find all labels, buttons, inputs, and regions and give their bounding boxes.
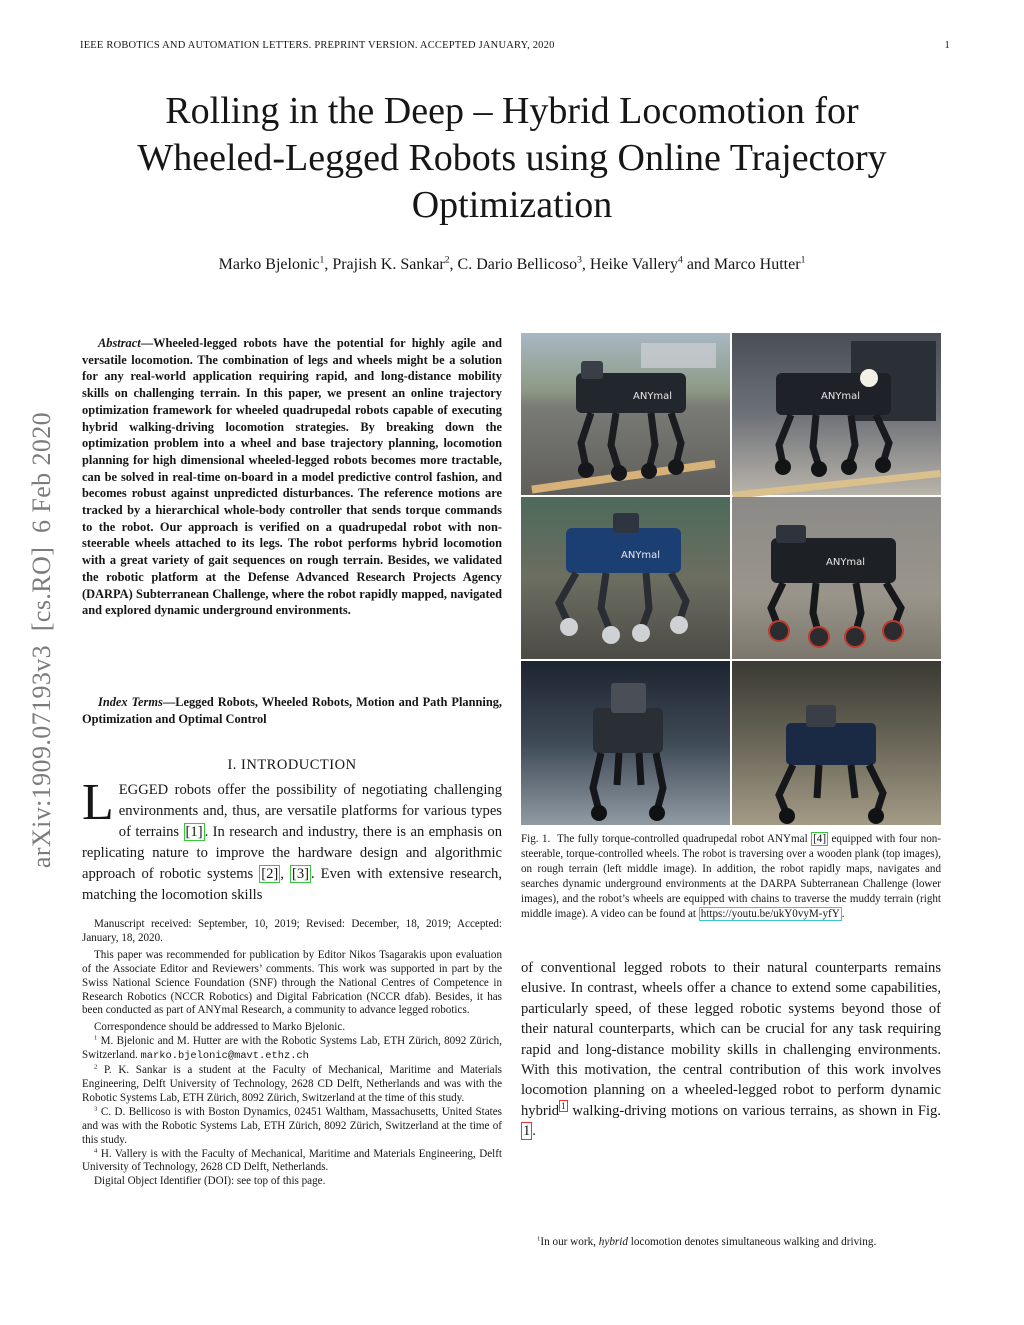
- arxiv-stamp: [20, 360, 64, 920]
- journal-name: IEEE ROBOTICS AND AUTOMATION LETTERS. PREPRINT VERSION. ACCEPTED JANUARY, 2020: [80, 40, 555, 51]
- index-terms-label: Index Terms: [98, 695, 163, 709]
- author-name: Prajish K. Sankar: [332, 256, 445, 273]
- footnote-text: locomotion denotes simultaneous walking and driving.: [628, 1236, 877, 1248]
- paper-title: [60, 88, 964, 229]
- affiliation-mark: 4: [678, 254, 683, 266]
- footnote-text: In our work,: [540, 1236, 599, 1248]
- author-name: C. Dario Bellicoso: [457, 256, 578, 273]
- right-footnote: [521, 1236, 941, 1248]
- section-heading: I. INTRODUCTION: [227, 757, 357, 773]
- citation-link[interactable]: [2]: [261, 866, 279, 883]
- footnote-affiliation-4: [82, 1148, 502, 1176]
- footnote-text: P. K. Sankar is a student at the Faculty of Mechanical, Maritime and Materials Engineering, Delft University of Technology, 2628 CD Delft, Netherlands and was with the Robotic Systems Lab, ETH Zürich, 8092 Zürich, Switzerland at the time of this study.: [82, 1064, 502, 1104]
- footnote-link[interactable]: 1: [561, 1100, 566, 1111]
- photo-muddy-underground: [732, 661, 941, 825]
- footnotes: [82, 918, 502, 1189]
- footnote-text: H. Vallery is with the Faculty of Mechanical, Maritime and Materials Engineering, Delft University of Technology, 2628 CD Delft, Netherlands.: [82, 1147, 502, 1174]
- intro-text: ,: [280, 866, 290, 883]
- author-name: Marko Bjelonic: [218, 256, 320, 273]
- robot-logo-text: ANYmal: [621, 550, 661, 561]
- robot-logo-text: ANYmal: [821, 391, 861, 402]
- index-terms-text: —Legged Robots, Wheeled Robots, Motion and Path Planning, Optimization and Optimal Control: [82, 695, 502, 726]
- affiliation-mark: 1: [319, 254, 325, 266]
- abstract-text: —Wheeled-legged robots have the potential for highly agile and versatile locomotion. The combination of legs and wheels might be a solution for any real-world application requiring rapid, and long-distance mobility skills on challenging terrain. In this paper, we present an online trajectory optimization framework for wheeled quadrupedal robots capable of executing hybrid walking-driving locomotion strategies. By breaking down the optimization problem into a wheel and base trajectory planning, locomotion planning for high dimensional wheeled-legged robots becomes more tractable, can be solved in real-time on-board in a model predictive control fashion, and becomes robust against unpredicted disturbances. The reference motions are tracked by a hierarchical whole-body controller that sends torque commands to the robot. Our approach is verified on a quadrupedal robot with non-steerable wheels attached to its legs. The robot performs hybrid locomotion with a great variety of gait sequences on rough terrain. Besides, we validated the robotic platform at the Defense Advanced Research Projects Agency (DARPA) Subterranean Challenge, where the robot rapidly mapped, navigated and explored dynamic underground environments.: [82, 336, 502, 618]
- citation-link[interactable]: [3]: [291, 866, 309, 883]
- footnote-affiliation-3: [82, 1106, 502, 1148]
- robot-logo-text: ANYmal: [826, 557, 866, 568]
- author-name: Heike Vallery: [589, 256, 679, 273]
- footnote-correspondence: Correspondence should be addressed to Marko Bjelonic.: [94, 1021, 346, 1034]
- author-name: Marco Hutter: [713, 256, 801, 273]
- footnote-doi: Digital Object Identifier (DOI): see top of this page.: [94, 1175, 326, 1188]
- drop-cap: L: [82, 774, 114, 831]
- figure-1: [521, 333, 941, 825]
- affiliation-mark: 1: [800, 254, 806, 266]
- footnote-mark: 4: [94, 1146, 98, 1154]
- caption-text: equipped with four non-steerable, torque-controlled wheels. The robot is traversing over a wooden plank (top images), on rough terrain (left middle image). In addition, the robot rapidly maps, navigates and searches dynamic underground environments at the DARPA Subterranean Challenge (lower images), and the robot’s wheels are equipped with chains to traverse the muddy terrain (right middle image). A video can be found at: [521, 833, 941, 921]
- title-line-3: Optimization: [411, 184, 613, 226]
- footnote-mark: 3: [94, 1105, 98, 1113]
- intro-text: EGGED robots offer the possibility of negotiating challenging environments and, thus, are versatile platforms for various types of terrains: [118, 782, 502, 841]
- footnote-text: C. D. Bellicoso is with Boston Dynamics, 02451 Waltham, Massachusetts, United States and was with the Robotic Systems Lab, ETH Zürich, 8092 Zürich, Switzerland at the time of this study.: [82, 1105, 502, 1146]
- photo-chained-wheels: [732, 497, 941, 659]
- photo-underground-tunnel: [521, 661, 730, 825]
- arxiv-id: arXiv:1909.07193v3 [cs.RO] 6 Feb 2020: [27, 411, 56, 869]
- photo-plank-indoor: [732, 333, 941, 499]
- page-number: 1: [944, 40, 950, 51]
- footnote-emphasis: hybrid: [598, 1236, 628, 1248]
- citation-link[interactable]: [4]: [813, 833, 827, 845]
- photo-plank-outdoor: [521, 333, 730, 495]
- intro-text: . In research and industry, there is an emphasis on replicating nature to improve the hardware design and algorithmic approach of robotic systems: [82, 824, 503, 883]
- separator: ,: [324, 256, 333, 273]
- right-column-paragraph: [521, 958, 941, 1142]
- separator: and: [682, 256, 714, 273]
- caption-label: Fig. 1.: [521, 833, 551, 845]
- title-line-1: Rolling in the Deep – Hybrid Locomotion for: [165, 90, 859, 132]
- footnote-editor: This paper was recommended for publication by Editor Nikos Tsagarakis upon evaluation of the Associate Editor and Reviewers’ comments. This work was supported in part by the Swiss National Science Foundation (SNF) through the National Centres of Competence in Research Robotics (NCCR Robotics) and Digital Fabrication (NCCR dfab). Besides, it has been conducted as part of ANYmal Research, a community to advance legged robotics.: [82, 948, 502, 1017]
- index-terms: [82, 694, 502, 727]
- robot-logo-text: ANYmal: [633, 391, 673, 402]
- intro-text: . Even with extensive research, matching the locomotion skills: [82, 866, 503, 904]
- abstract: [82, 335, 502, 619]
- video-url-link[interactable]: https://youtu.be/ukY0vyM-yfY: [700, 908, 840, 921]
- separator: ,: [581, 256, 590, 273]
- running-header: [80, 40, 950, 51]
- body-text: walking-driving motions on various terrains, as shown in Fig.: [567, 1102, 941, 1119]
- caption-text: .: [841, 908, 845, 921]
- figure-caption: [521, 832, 941, 923]
- footnote-mark: 1: [537, 1235, 541, 1243]
- photo-rough-terrain: [521, 497, 730, 659]
- abstract-label: Abstract: [98, 336, 141, 350]
- footnote-affiliation-2: [82, 1064, 502, 1106]
- figure-ref-link[interactable]: 1: [523, 1123, 531, 1140]
- figure-photo-grid: [521, 333, 941, 825]
- footnote-affiliation-1: [82, 1035, 502, 1064]
- footnote-mark: 2: [94, 1063, 98, 1071]
- intro-paragraph: [82, 774, 503, 907]
- caption-text: The fully torque-controlled quadrupedal robot ANYmal: [550, 833, 812, 845]
- body-text: .: [532, 1123, 536, 1140]
- title-line-2: Wheeled-Legged Robots using Online Trajectory: [137, 137, 887, 179]
- citation-link[interactable]: [1]: [185, 824, 203, 841]
- affiliation-mark: 2: [444, 254, 450, 266]
- affiliation-mark: 3: [577, 254, 582, 266]
- separator: ,: [449, 256, 458, 273]
- footnote-received: Manuscript received: September, 10, 2019; Revised: December, 18, 2019; Accepted: January, 18, 2020.: [82, 918, 502, 944]
- body-text: of conventional legged robots to their natural counterparts remains elusive. In contrast, wheels offer a chance to extend some capabilities, particularly speed, of these legged robotic systems beyond those of their natural counterparts, which can be crucial for any task requiring rapid and long-distance mobility skills in challenging environments. With this motivation, the central contribution of this work involves locomotion planning on a wheeled-legged robot to perform dynamic hybrid: [521, 960, 941, 1119]
- author-list: [60, 256, 964, 274]
- email-link[interactable]: marko.bjelonic@mavt.ethz.ch: [140, 1050, 309, 1063]
- footnote-mark: 1: [94, 1034, 98, 1042]
- footnote-text: M. Bjelonic and M. Hutter are with the Robotic Systems Lab, ETH Zürich, 8092 Zürich, Switzerland.: [82, 1035, 502, 1062]
